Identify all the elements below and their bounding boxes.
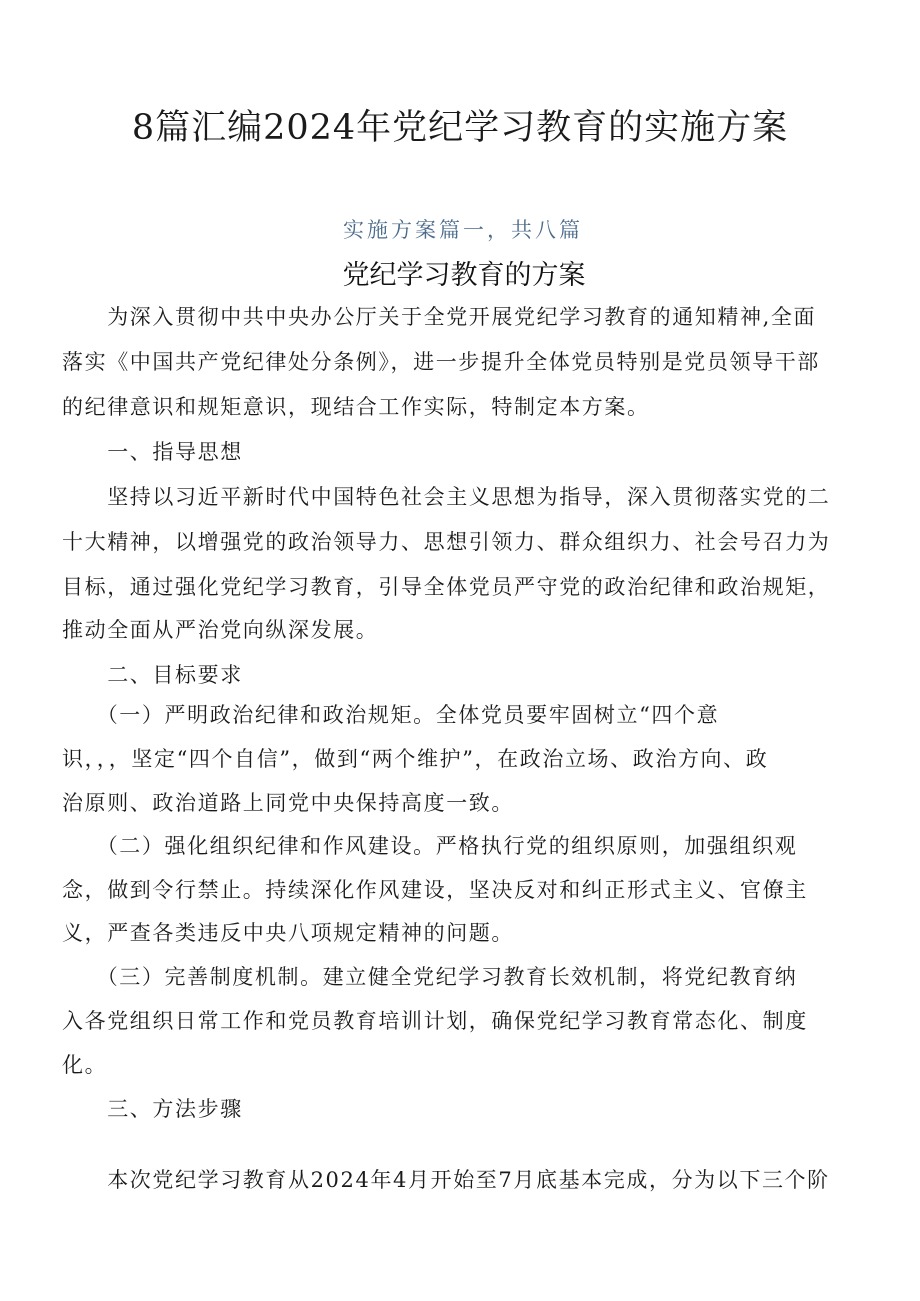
body-line: 坚持以习近平新时代中国特色社会主义思想为指导，深入贯彻落实党的二 — [62, 485, 831, 509]
section-heading: 二、目标要求 — [62, 663, 243, 687]
document-title: 党纪学习教育的方案 — [342, 260, 586, 291]
body-line: 治原则、政治道路上同党中央保持高度一致。 — [62, 791, 514, 815]
body-line: 十大精神，以增强党的政治领导力、思想引领力、群众组织力、社会号召力为 — [62, 530, 831, 554]
body-line: （二）强化组织纪律和作风建设。严格执行党的组织原则，加强组织观 — [62, 834, 798, 858]
body-line: 本次党纪学习教育从2024年4月开始至7月底基本完成，分为以下三个阶 — [62, 1168, 830, 1192]
section-heading: 一、指导思想 — [62, 440, 243, 464]
body-line: 识，，，坚定“四个自信”，做到“两个维护”，在政治立场、政治方向、政 — [62, 747, 769, 771]
body-line: （一）严明政治纪律和政治规矩。全体党员要牢固树立“四个意 — [62, 703, 720, 727]
body-line: 念，做到令行禁止。持续深化作风建设，坚决反对和纠正形式主义、官僚主 — [62, 878, 808, 902]
body-line: 的纪律意识和规矩意识，现结合工作实际，特制定本方案。 — [62, 395, 650, 419]
body-line: 化。 — [62, 1053, 108, 1077]
body-line: 推动全面从严治党向纵深发展。 — [62, 618, 379, 642]
body-line: （三）完善制度机制。建立健全党纪学习教育长效机制，将党纪教育纳 — [62, 965, 798, 989]
body-line: 入各党组织日常工作和党员教育培训计划，确保党纪学习教育常态化、制度 — [62, 1009, 808, 1033]
section-heading: 三、方法步骤 — [62, 1097, 243, 1121]
body-line: 目标，通过强化党纪学习教育，引导全体党员严守党的政治纪律和政治规矩， — [62, 575, 831, 599]
page-title: 8篇汇编2024年党纪学习教育的实施方案 — [131, 108, 789, 148]
body-line: 为深入贯彻中共中央办公厅关于全党开展党纪学习教育的通知精神,全面 — [62, 305, 817, 329]
section-subtitle: 实施方案篇一，共八篇 — [343, 218, 583, 242]
body-line: 落实《中国共产党纪律处分条例》，进一步提升全体党员特别是党员领导干部 — [62, 350, 820, 374]
body-line: 义，严查各类违反中央八项规定精神的问题。 — [62, 921, 514, 945]
